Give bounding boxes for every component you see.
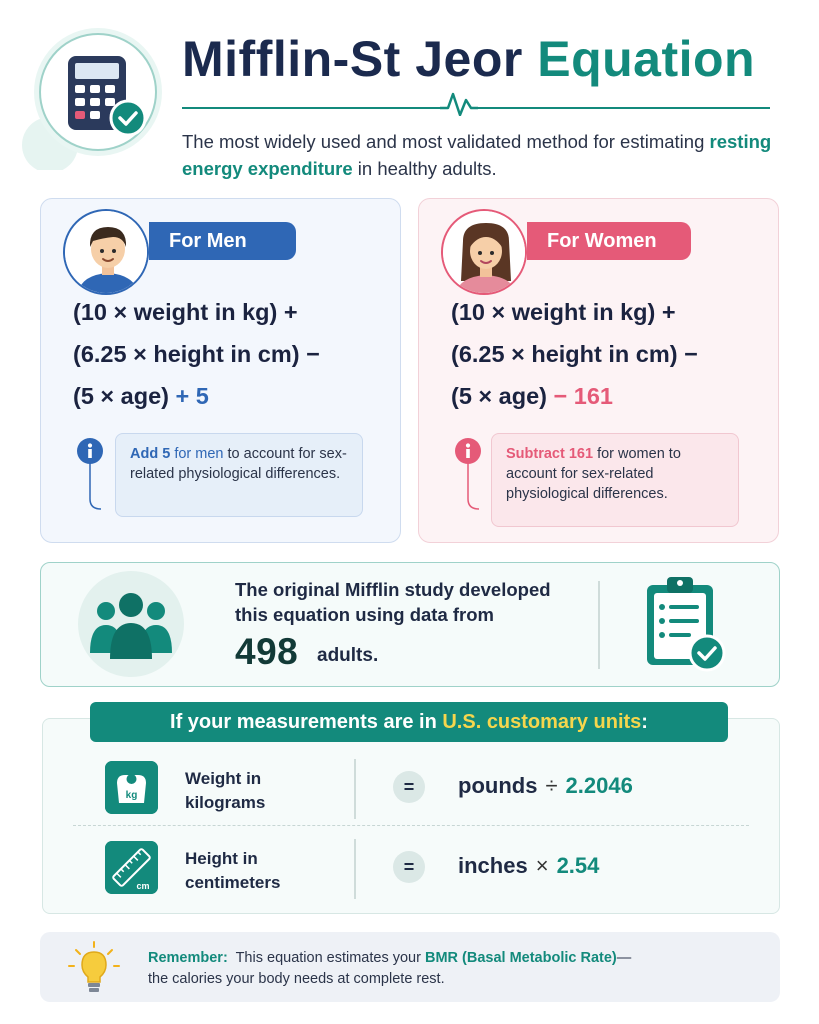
women-formula-line-2: (6.25 × height in cm) − (451, 341, 698, 367)
units-banner-highlight: U.S. customary units (442, 711, 642, 733)
men-note-text: to account for sex-related physiological differences. (130, 446, 347, 482)
women-formula-line-3: (5 × age) (451, 383, 547, 409)
men-adjustment: + 5 (175, 383, 209, 409)
units-banner-text: If your measurements are in (170, 711, 443, 733)
weight-conversion (458, 773, 633, 799)
calculator-check-icon (20, 20, 170, 170)
equals-icon: = (393, 851, 425, 883)
ruler-cm-icon (105, 841, 158, 894)
units-banner (90, 702, 728, 742)
height-operator: × (535, 853, 549, 878)
study-text: The original Mifflin study developed this equation using data from (235, 579, 551, 625)
row-divider (354, 839, 356, 899)
title-part-1: Mifflin-St Jeor (182, 31, 523, 87)
clipboard-check-icon (637, 571, 737, 675)
women-label: For Women (527, 222, 691, 260)
weight-from: pounds (458, 773, 538, 798)
remember-text (148, 948, 631, 990)
scale-kg-icon (105, 761, 158, 814)
height-factor: 2.54 (556, 853, 600, 878)
weight-row (43, 753, 781, 833)
women-note-text: for women to account for sex-related physiological differences. (506, 446, 681, 502)
man-avatar-icon (63, 209, 149, 295)
lightbulb-icon (66, 940, 122, 996)
women-note-bold: Subtract 161 (506, 446, 594, 462)
subtitle (182, 128, 782, 182)
heartbeat-divider (182, 88, 770, 116)
remember-text-pre: This equation estimates your (235, 950, 425, 966)
women-formula-line-1: (10 × weight in kg) + (451, 299, 676, 325)
study-divider (598, 581, 600, 669)
men-note (115, 433, 363, 517)
height-row (43, 835, 781, 915)
scale-kg-text: kg (125, 790, 138, 801)
men-formula-line-3: (5 × age) (73, 383, 169, 409)
units-box (42, 718, 780, 914)
women-note (491, 433, 739, 527)
men-formula-line-2: (6.25 × height in cm) − (73, 341, 320, 367)
subtitle-text: The most widely used and most validated method for estimating (182, 131, 710, 152)
info-icon (453, 437, 483, 517)
info-icon (75, 437, 105, 517)
weight-label-line-1: Weight in (185, 769, 262, 788)
weight-label (185, 767, 265, 815)
remember-dash: — (616, 950, 632, 966)
row-divider (354, 759, 356, 819)
men-formula-line-1: (10 × weight in kg) + (73, 299, 298, 325)
people-group-icon (76, 571, 186, 677)
study-unit: adults. (317, 645, 379, 666)
men-formula (73, 291, 320, 417)
remember-label: Remember: (148, 950, 228, 966)
height-from: inches (458, 853, 528, 878)
equals-icon: = (393, 771, 425, 803)
dashed-divider (73, 825, 749, 826)
remember-box (40, 932, 780, 1002)
women-adjustment: − 161 (553, 383, 613, 409)
men-label: For Men (149, 222, 296, 260)
men-note-bold: Add 5 (130, 446, 171, 462)
units-banner-end: : (641, 711, 648, 733)
study-box (40, 562, 780, 687)
title-part-2: Equation (537, 31, 756, 87)
height-label-line-2: centimeters (185, 873, 281, 892)
men-note-colored: for men (174, 446, 224, 462)
height-conversion (458, 853, 599, 879)
weight-factor: 2.2046 (565, 773, 633, 798)
remember-line-2: the calories your body needs at complete rest. (148, 971, 445, 987)
bmr-term: BMR (Basal Metabolic Rate) (424, 950, 617, 966)
height-label (185, 847, 280, 895)
woman-avatar-icon (441, 209, 527, 295)
subtitle-highlight: resting energy expenditure (182, 131, 772, 179)
women-formula (451, 291, 698, 417)
weight-label-line-2: kilograms (185, 793, 266, 812)
ruler-cm-text: cm (136, 881, 150, 891)
page-title (182, 30, 755, 88)
subtitle-end: in healthy adults. (352, 158, 497, 179)
women-card (418, 198, 779, 543)
men-card (40, 198, 401, 543)
weight-operator: ÷ (545, 773, 558, 798)
study-count: 498 (235, 631, 299, 672)
height-label-line-1: Height in (185, 849, 258, 868)
